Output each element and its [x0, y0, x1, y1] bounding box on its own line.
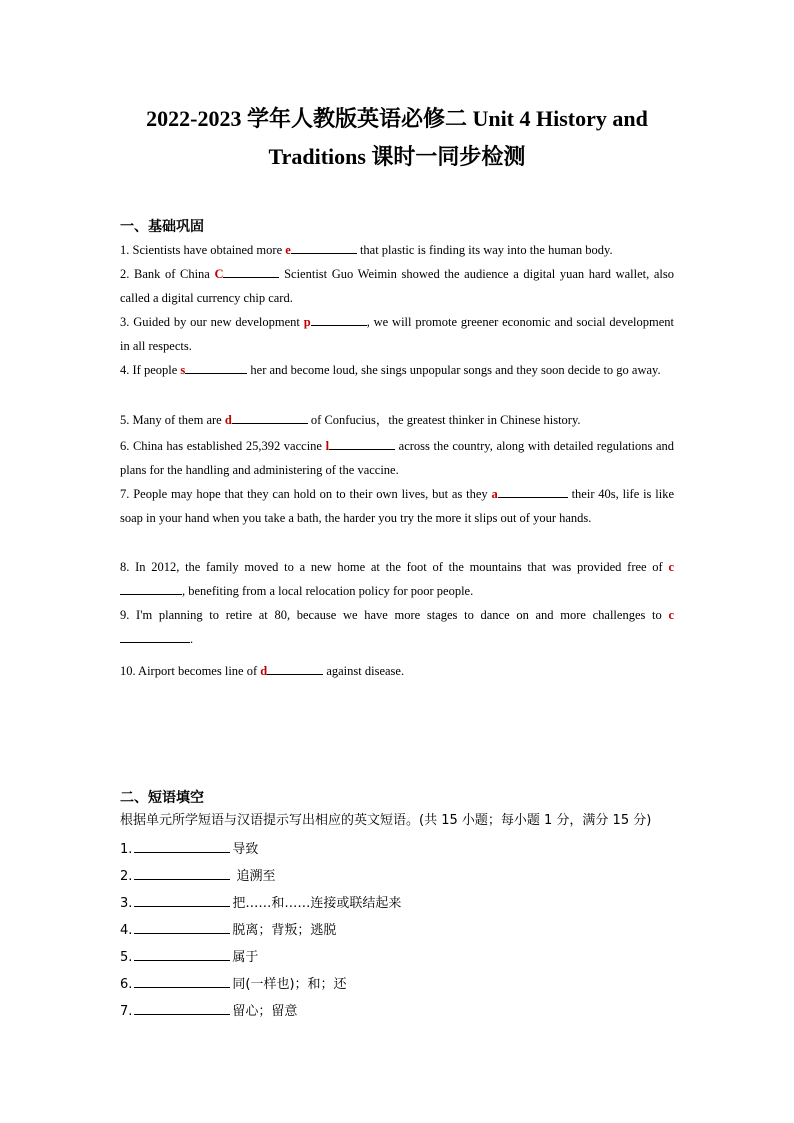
page-title — [110, 100, 684, 176]
section-1-heading: 一、基础巩固 — [120, 219, 204, 235]
hint-letter: e — [285, 243, 291, 257]
section-2-instructions: 根据单元所学短语与汉语提示写出相应的英文短语。(共 15 小题；每小题 1 分，满分 15 分) — [120, 813, 652, 828]
answer-blank[interactable] — [232, 409, 308, 424]
hint-letter: C — [214, 267, 224, 281]
hint-letter: c — [668, 608, 674, 622]
hint-letter: s — [180, 363, 186, 377]
answer-blank[interactable] — [134, 892, 230, 907]
title-line-1: 2022-2023 学年人教版英语必修二 Unit 4 History and — [146, 106, 648, 131]
question-2: 2. Bank of China C Scientist Guo Weimin showed the audience a digital yuan hard wallet, also called a digital currency chip card. — [120, 262, 674, 310]
hint-letter: c — [668, 560, 674, 574]
phrase-item-4: 4. 脱离；背叛；逃脱 — [120, 919, 336, 941]
phrase-item-1: 1. 导致 — [120, 838, 258, 860]
question-7: 7. People may hope that they can hold on to their own lives, but as they a their 40s, life is like soap in your hand when you take a bath, the harder you try the more it slips out of your hands. — [120, 482, 674, 530]
title-line-2: Traditions 课时一同步检测 — [268, 144, 526, 169]
hint-letter: d — [224, 413, 232, 427]
answer-blank[interactable] — [267, 660, 323, 675]
answer-blank[interactable] — [134, 865, 230, 880]
hint-letter: p — [303, 315, 311, 329]
question-5: 5. Many of them are d of Confucius，the greatest thinker in Chinese history. — [120, 408, 674, 432]
question-3: 3. Guided by our new development p , we will promote greener economic and social development in all respects. — [120, 310, 674, 358]
answer-blank[interactable] — [134, 1000, 230, 1015]
answer-blank[interactable] — [134, 838, 230, 853]
phrase-item-2: 2. 追溯至 — [120, 865, 276, 887]
question-10: 10. Airport becomes line of d against disease. — [120, 659, 674, 683]
answer-blank[interactable] — [498, 483, 568, 498]
phrase-item-6: 6. 同(一样也)；和；还 — [120, 973, 347, 995]
question-8: 8. In 2012, the family moved to a new home at the foot of the mountains that was provided free of c, benefiting from a local relocation policy for poor people. — [120, 560, 674, 598]
question-4: 4. If people s her and become loud, she sings unpopular songs and they soon decide to go away. — [120, 358, 674, 382]
answer-blank[interactable] — [329, 435, 395, 450]
answer-blank[interactable] — [120, 628, 190, 643]
question-1: 1. Scientists have obtained more e that plastic is finding its way into the human body. — [120, 238, 674, 262]
hint-letter: d — [260, 664, 268, 678]
hint-letter: a — [491, 487, 498, 501]
section-2-heading: 二、短语填空 — [120, 790, 204, 806]
phrase-item-7: 7. 留心；留意 — [120, 1000, 297, 1022]
answer-blank[interactable] — [134, 919, 230, 934]
answer-blank[interactable] — [134, 973, 230, 988]
answer-blank[interactable] — [223, 263, 279, 278]
question-9: 9. I'm planning to retire at 80, because we have more stages to dance on and more challenges to c. — [120, 608, 674, 646]
hint-letter: l — [325, 439, 330, 453]
phrase-item-5: 5. 属于 — [120, 946, 258, 968]
answer-blank[interactable] — [311, 311, 367, 326]
phrase-item-3: 3. 把……和……连接或联结起来 — [120, 892, 401, 914]
answer-blank[interactable] — [134, 946, 230, 961]
question-6: 6. China has established 25,392 vaccine l across the country, along with detailed regulations and plans for the handling and administering of the vaccine. — [120, 434, 674, 482]
answer-blank[interactable] — [291, 239, 357, 254]
answer-blank[interactable] — [185, 359, 247, 374]
answer-blank[interactable] — [120, 580, 182, 595]
